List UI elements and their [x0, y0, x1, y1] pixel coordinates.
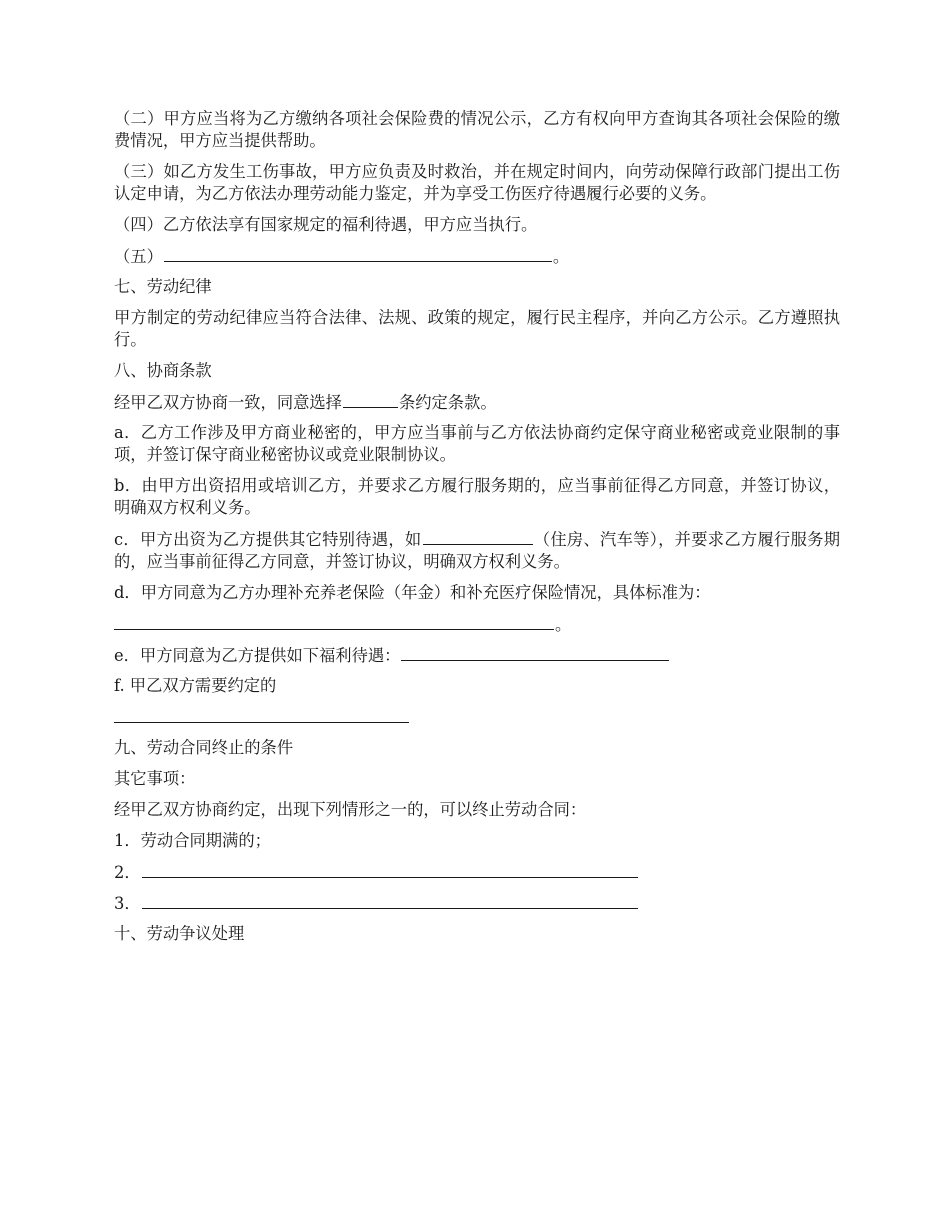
clause-d-blank-line [114, 613, 840, 635]
item-five-suffix: 。 [552, 247, 570, 266]
clause-d-suffix: 。 [555, 615, 572, 634]
paragraph-negotiation-choice [114, 391, 840, 413]
termination-item-1: 1．劳动合同期满的； [114, 831, 271, 850]
termination-item-3-blank[interactable] [142, 892, 638, 909]
clause-f-blank[interactable] [114, 706, 409, 723]
paragraph-other-matters: 其它事项： [114, 769, 196, 788]
paragraph-termination-intro: 经甲乙双方协商约定，出现下列情形之一的，可以终止劳动合同： [114, 800, 587, 819]
clause-c-blank[interactable] [423, 528, 533, 545]
heading-labor-dispute: 十、劳动争议处理 [114, 924, 245, 943]
heading-negotiated-terms: 八、协商条款 [114, 361, 212, 380]
item-five-prefix: （五） [114, 247, 163, 266]
termination-item-3-prefix: 3． [114, 894, 141, 913]
clause-e-blank[interactable] [401, 644, 669, 661]
paragraph-clause-b: b．由甲方出资招用或培训乙方，并要求乙方履行服务期的，应当事前征得乙方同意，并签订协议，明确双方权利义务。 [114, 476, 840, 517]
paragraph-labor-discipline: 甲方制定的劳动纪律应当符合法律、法规、政策的规定，履行民主程序，并向乙方公示。乙方遵照执行。 [114, 308, 840, 349]
item-five-blank[interactable] [164, 245, 552, 262]
paragraph-social-insurance-disclosure: （二）甲方应当将为乙方缴纳各项社会保险费的情况公示，乙方有权向甲方查询其各项社会保险的缴费情况，甲方应当提供帮助。 [114, 109, 840, 150]
document-page [114, 108, 840, 954]
paragraph-item-five [114, 245, 840, 267]
paragraph-clause-f: f. 甲乙双方需要约定的 [114, 676, 277, 695]
negotiation-choice-suffix: 条约定条款。 [398, 393, 497, 412]
clause-f-blank-line [114, 706, 840, 728]
negotiation-choice-blank[interactable] [343, 391, 398, 408]
clause-e-prefix: e．甲方同意为乙方提供如下福利待遇： [114, 646, 401, 665]
paragraph-clause-e [114, 644, 840, 666]
termination-item-2-blank[interactable] [142, 861, 638, 878]
termination-item-2-prefix: 2． [114, 863, 141, 882]
clause-d-blank[interactable] [114, 613, 554, 630]
paragraph-clause-a: a．乙方工作涉及甲方商业秘密的，甲方应当事前与乙方依法协商约定保守商业秘密或竞业限制的事项，并签订保守商业秘密协议或竞业限制协议。 [114, 423, 840, 464]
clause-c-suffix: （住房、汽车等），并要求乙方履行服务期的，应当事前征得乙方同意，并签订协议，明确双方权利义务。 [114, 530, 841, 571]
paragraph-clause-c [114, 528, 840, 573]
paragraph-welfare: （四）乙方依法享有国家规定的福利待遇，甲方应当执行。 [114, 215, 538, 234]
heading-termination-conditions: 九、劳动合同终止的条件 [114, 738, 294, 757]
paragraph-clause-d: d．甲方同意为乙方办理补充养老保险（年金）和补充医疗保险情况，具体标准为： [114, 583, 711, 602]
termination-item-2 [114, 861, 840, 883]
heading-labor-discipline: 七、劳动纪律 [114, 277, 212, 296]
negotiation-choice-prefix: 经甲乙双方协商一致，同意选择 [114, 393, 342, 412]
paragraph-work-injury: （三）如乙方发生工伤事故，甲方应负责及时救治，并在规定时间内，向劳动保障行政部门提出工伤认定申请，为乙方依法办理劳动能力鉴定，并为享受工伤医疗待遇履行必要的义务。 [114, 162, 840, 203]
termination-item-3 [114, 892, 840, 914]
clause-c-prefix: c．甲方出资为乙方提供其它特别待遇，如 [114, 530, 422, 549]
